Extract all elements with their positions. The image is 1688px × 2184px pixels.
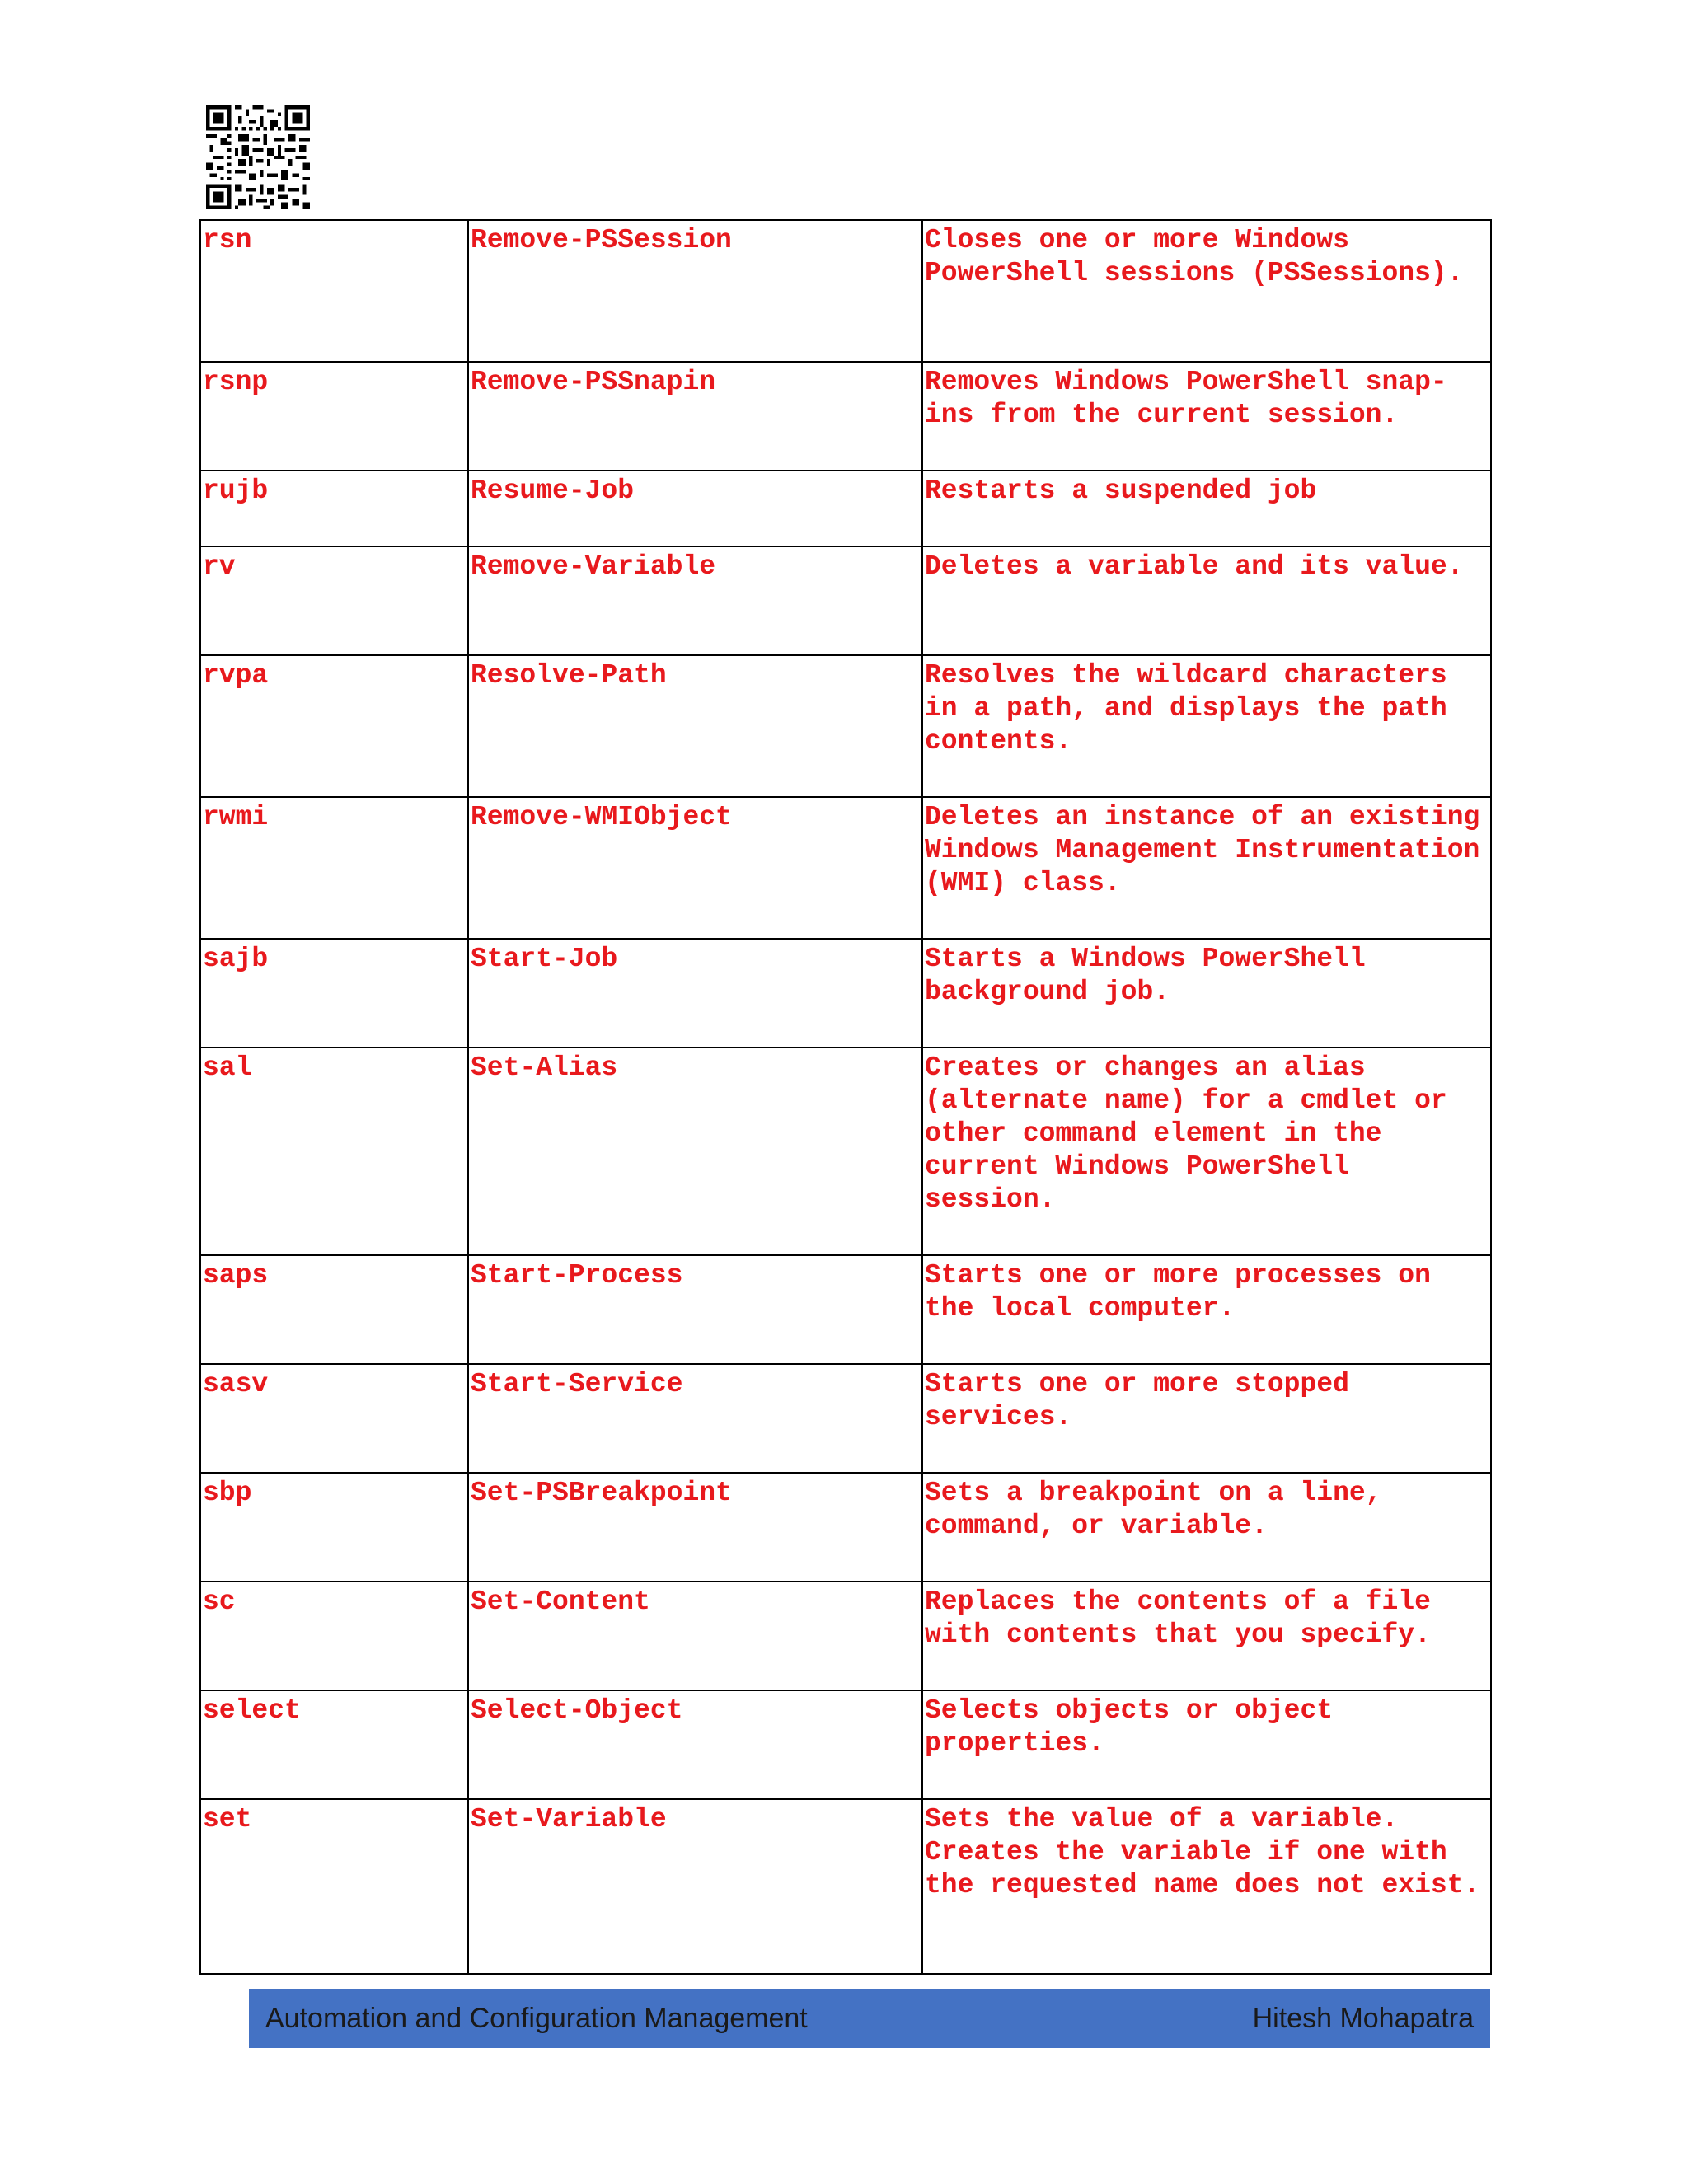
table-row [200, 1799, 1491, 1974]
table-row [200, 220, 1491, 362]
cmdlet-cell: Start-Process [468, 1255, 922, 1364]
table-row [200, 1690, 1491, 1799]
cmdlet-cell: Remove-Variable [468, 546, 922, 655]
cmdlet-cell: Set-Variable [468, 1799, 922, 1974]
description-cell: Deletes an instance of an existing Windows Management Instrumentation (WMI) class. [922, 797, 1491, 939]
description-cell: Replaces the contents of a file with contents that you specify. [922, 1582, 1491, 1690]
table-row [200, 797, 1491, 939]
cmdlet-cell: Set-PSBreakpoint [468, 1473, 922, 1582]
description-cell: Starts one or more processes on the local computer. [922, 1255, 1491, 1364]
alias-cell: sal [200, 1047, 468, 1255]
cmdlet-cell: Set-Content [468, 1582, 922, 1690]
alias-cell: rsn [200, 220, 468, 362]
alias-cell: sajb [200, 939, 468, 1047]
cmdlet-cell: Resume-Job [468, 471, 922, 546]
alias-cell: rvpa [200, 655, 468, 797]
cmdlet-cell: Remove-WMIObject [468, 797, 922, 939]
alias-table [199, 219, 1492, 1975]
description-cell: Closes one or more Windows PowerShell sessions (PSSessions). [922, 220, 1491, 362]
table-row [200, 1582, 1491, 1690]
footer-title: Automation and Configuration Management [265, 2002, 808, 2034]
description-cell: Restarts a suspended job [922, 471, 1491, 546]
description-cell: Sets the value of a variable. Creates the variable if one with the requested name does not exist. [922, 1799, 1491, 1974]
table-row [200, 1047, 1491, 1255]
cmdlet-cell: Start-Service [468, 1364, 922, 1473]
alias-cell: sasv [200, 1364, 468, 1473]
alias-cell: select [200, 1690, 468, 1799]
alias-cell: rv [200, 546, 468, 655]
alias-cell: saps [200, 1255, 468, 1364]
description-cell: Starts one or more stopped services. [922, 1364, 1491, 1473]
table-row [200, 1255, 1491, 1364]
description-cell: Resolves the wildcard characters in a path, and displays the path contents. [922, 655, 1491, 797]
description-cell: Creates or changes an alias (alternate name) for a cmdlet or other command element in the current Windows PowerShell session. [922, 1047, 1491, 1255]
table-row [200, 1364, 1491, 1473]
alias-cell: sbp [200, 1473, 468, 1582]
table-row [200, 546, 1491, 655]
table-row [200, 362, 1491, 471]
cmdlet-cell: Remove-PSSession [468, 220, 922, 362]
footer-author: Hitesh Mohapatra [1252, 2002, 1474, 2034]
cmdlet-cell: Start-Job [468, 939, 922, 1047]
qr-code-icon [206, 105, 310, 209]
cmdlet-cell: Select-Object [468, 1690, 922, 1799]
alias-cell: rsnp [200, 362, 468, 471]
description-cell: Removes Windows PowerShell snap-ins from the current session. [922, 362, 1491, 471]
description-cell: Sets a breakpoint on a line, command, or variable. [922, 1473, 1491, 1582]
description-cell: Deletes a variable and its value. [922, 546, 1491, 655]
alias-cell: sc [200, 1582, 468, 1690]
cmdlet-cell: Remove-PSSnapin [468, 362, 922, 471]
table-row [200, 939, 1491, 1047]
page-footer [249, 1989, 1490, 2048]
cmdlet-cell: Resolve-Path [468, 655, 922, 797]
table-row [200, 655, 1491, 797]
table-row [200, 1473, 1491, 1582]
alias-cell: rujb [200, 471, 468, 546]
description-cell: Selects objects or object properties. [922, 1690, 1491, 1799]
alias-cell: rwmi [200, 797, 468, 939]
description-cell: Starts a Windows PowerShell background job. [922, 939, 1491, 1047]
table-row [200, 471, 1491, 546]
cmdlet-cell: Set-Alias [468, 1047, 922, 1255]
alias-cell: set [200, 1799, 468, 1974]
